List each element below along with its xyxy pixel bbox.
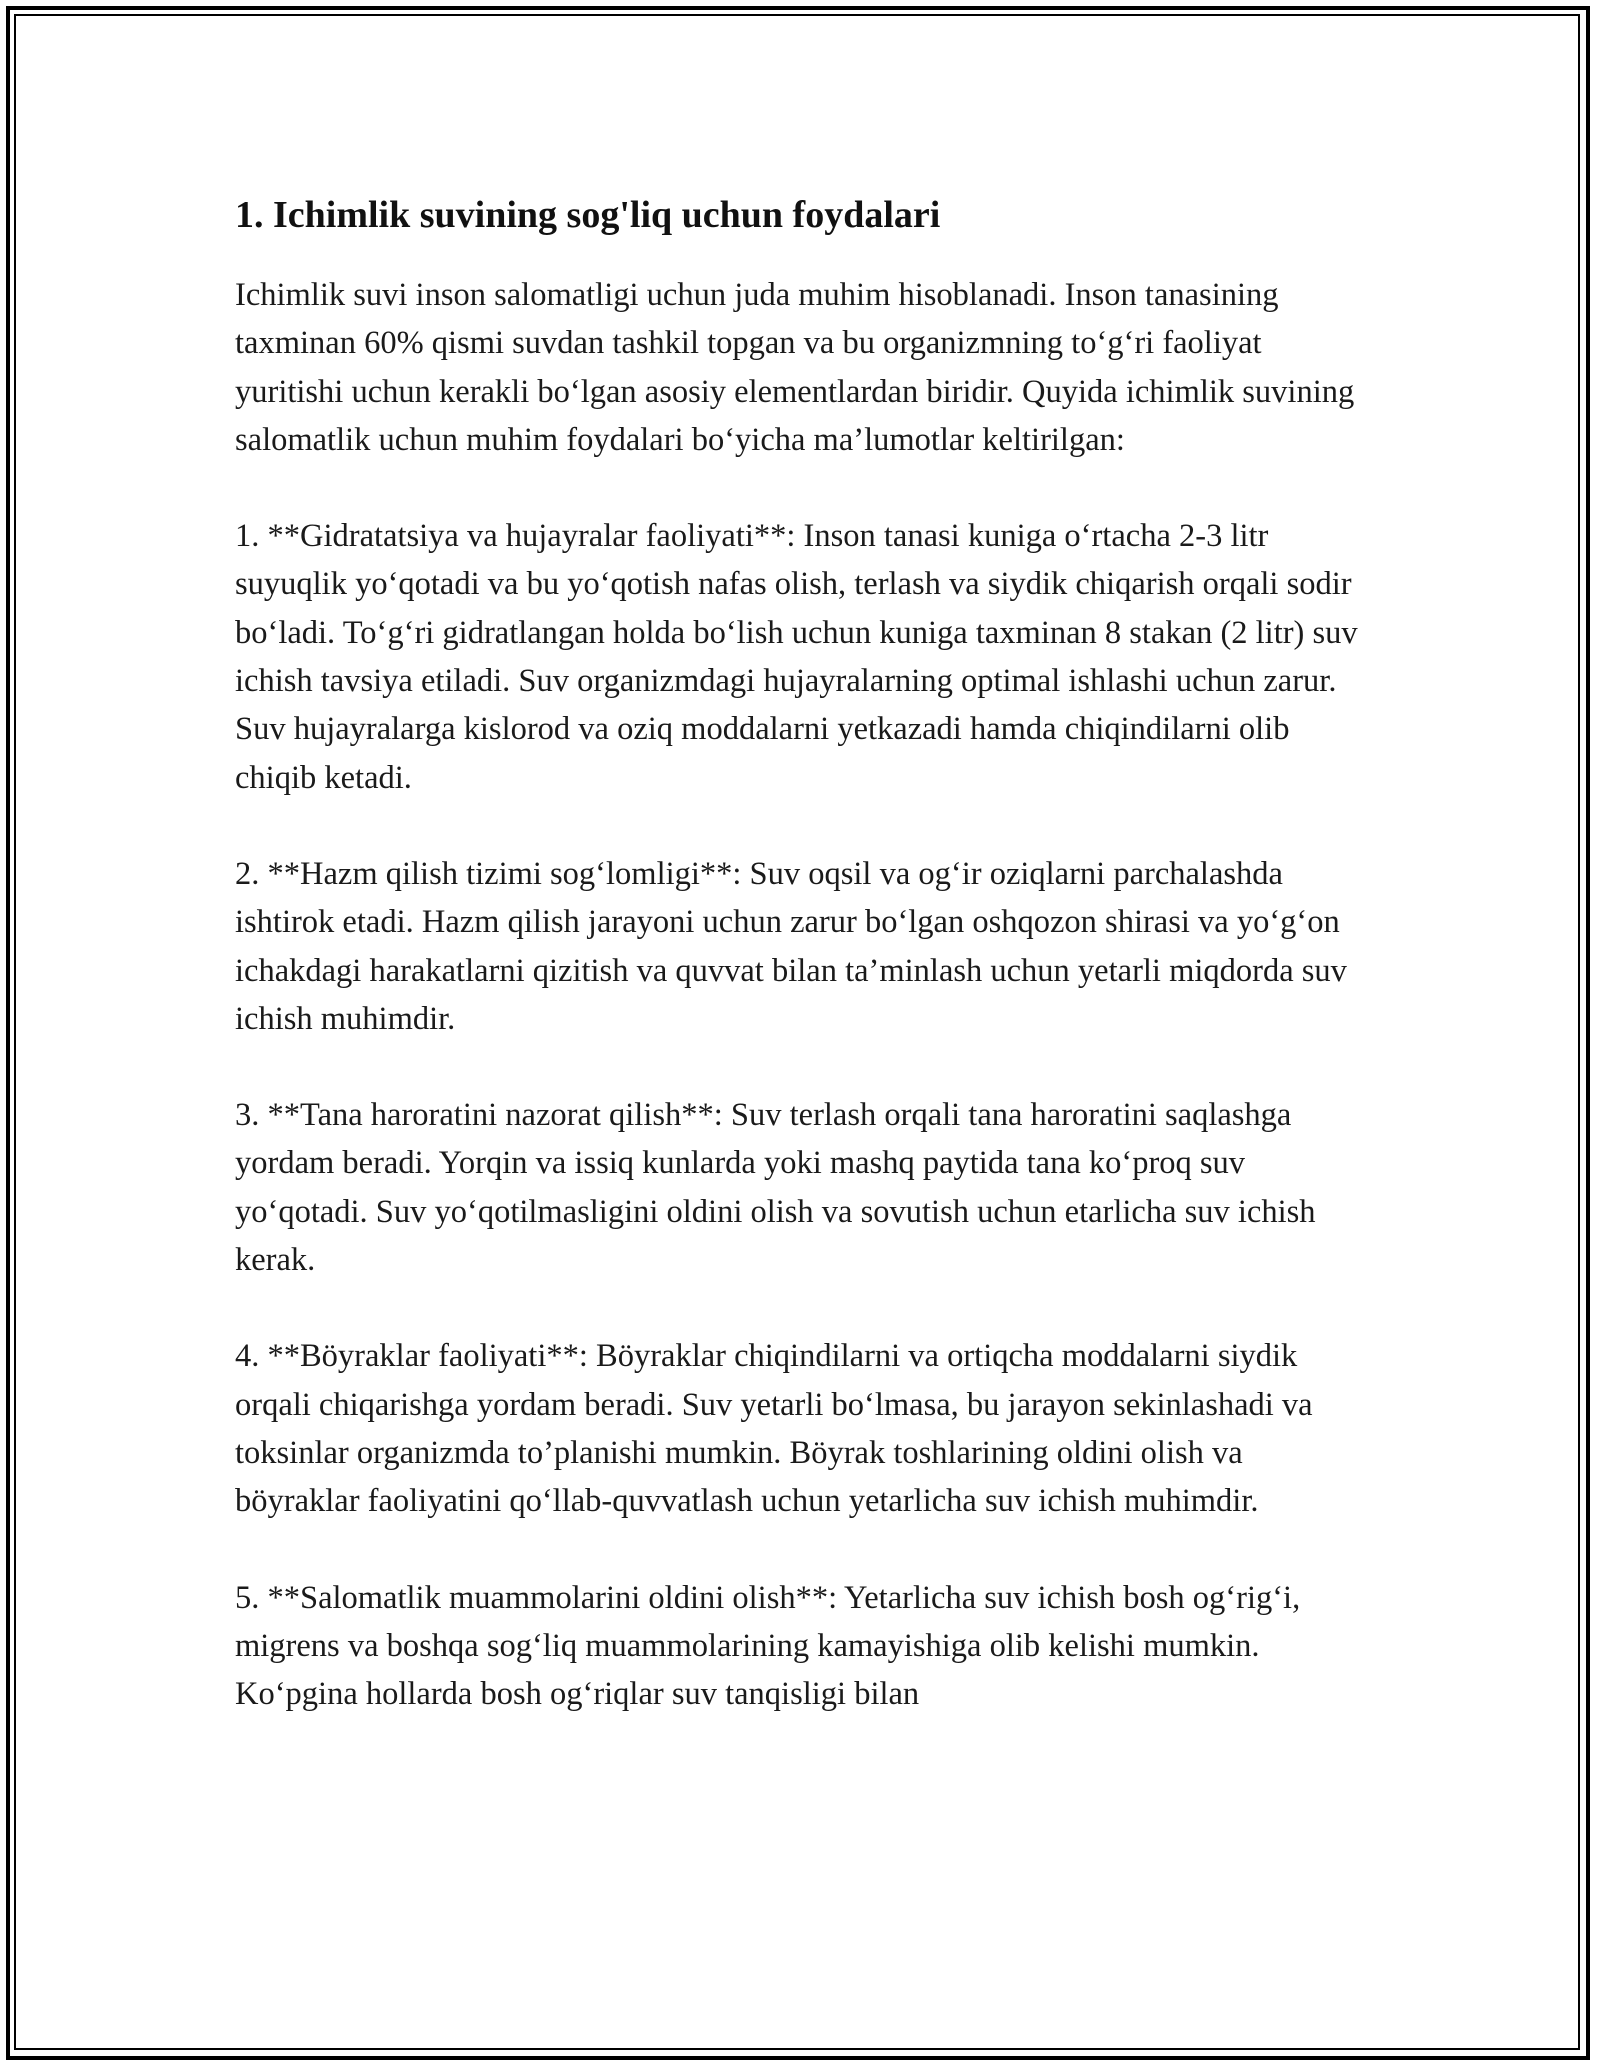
paragraph-item-1: 1. **Gidratatsiya va hujayralar faoliyati**: Inson tanasi kuniga o‘rtacha 2-3 litr suyuqlik yo‘qotadi va bu yo‘qotish nafas olish, terlash va siydik chiqarish orqali sodir bo‘ladi. To‘g‘ri gidratlangan holda bo‘lish uchun kuniga taxminan 8 stakan (2 litr) suv ichish tavsiya etiladi. Suv organizmdagi hujayralarning optimal ishlashi uchun zarur. Suv hujayralarga kislorod va oziq moddalarni yetkazadi hamda chiqindilarni olib chiqib ketadi. (235, 518, 1358, 796)
paragraph-item-3: 3. **Tana haroratini nazorat qilish**: Suv terlash orqali tana haroratini saqlashga yordam beradi. Yorqin va issiq kunlarda yoki mashq paytida tana ko‘proq suv yo‘qotadi. Suv yo‘qotilmasligini oldini olish va sovutish uchun etarlicha suv ichish kerak. (235, 1097, 1316, 1279)
paragraph-item-5: 5. **Salomatlik muammolarini oldini olish**: Yetarlicha suv ichish bosh og‘rig‘i, migrens va boshqa sog‘liq muammolarining kamayishiga olib kelishi mumkin. Ko‘pgina hollarda bosh og‘riqlar suv tanqisligi bilan (235, 1579, 1301, 1713)
document-body (235, 185, 1365, 1718)
paragraph-intro: Ichimlik suvi inson salomatligi uchun juda muhim hisoblanadi. Inson tanasining taxminan 60% qismi suvdan tashkil topgan va bu organizmning to‘g‘ri faoliyat yuritishi uchun kerakli bo‘lgan asosiy elementlardan biridir. Quyida ichimlik suvining salomatlik uchun muhim foydalari bo‘yicha ma’lumotlar keltirilgan: (235, 277, 1355, 458)
document-title: 1. Ichimlik suvining sog'liq uchun foydalari (235, 194, 941, 236)
paragraph-item-4: 4. **Böyraklar faoliyati**: Böyraklar chiqindilarni va ortiqcha moddalarni siydik orqali chiqarishga yordam beradi. Suv yetarli bo‘lmasa, bu jarayon sekinlashadi va toksinlar organizmda to’planishi mumkin. Böyrak toshlarining oldini olish va böyraklar faoliyatini qo‘llab-quvvatlash uchun yetarlicha suv ichish muhimdir. (235, 1338, 1313, 1520)
paragraph-item-2: 2. **Hazm qilish tizimi sog‘lomligi**: Suv oqsil va og‘ir oziqlarni parchalashda ishtirok etadi. Hazm qilish jarayoni uchun zarur bo‘lgan oshqozon shirasi va yo‘g‘on ichakdagi harakatlarni qizitish va quvvat bilan ta’minlash uchun yetarli miqdorda suv ichish muhimdir. (235, 855, 1347, 1037)
